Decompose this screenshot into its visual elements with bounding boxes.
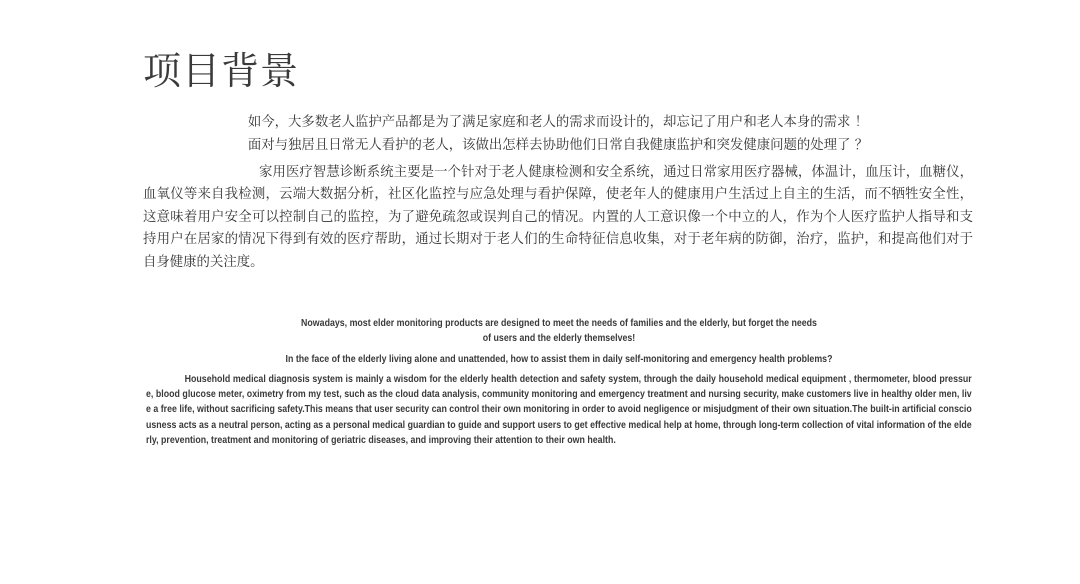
english-section <box>146 316 972 448</box>
page-title: 项目背景 <box>143 49 300 93</box>
english-lead-paragraph-2: In the face of the elderly living alone and unattended, how to assist them in daily self-monitoring and emergency health problems? <box>285 352 833 365</box>
chinese-body-paragraph: 家用医疗智慧诊断系统主要是一个针对于老人健康检测和安全系统，通过日常家用医疗器械，体温计，血压计，血糖仪，血氧仪等来自我检测，云端大数据分析，社区化监控与应急处理与看护保障，使老年人的健康用户生活过上自主的生活，而不牺牲安全性，这意味着用户安全可以控制自己的监控，为了避免疏忽或误判自己的情况。内置的人工意识像一个中立的人，作为个人医疗监护人指导和支持用户在居家的情况下得到有效的医疗帮助，通过长期对于老人们的生命特征信息收集，对于老年病的防御，治疗，监护，和提高他们对于自身健康的关注度。 <box>143 165 973 270</box>
chinese-section <box>143 114 973 274</box>
chinese-lead-paragraph-2: 面对与独居且日常无人看护的老人，该做出怎样去协助他们日常自我健康监护和突发健康问题的处理了 ？ <box>247 138 869 153</box>
chinese-lead-paragraph-1: 如今，大多数老人监护产品都是为了满足家庭和老人的需求而设计的，却忘记了用户和老人本身的需求 ！ <box>247 115 869 130</box>
english-lead-paragraph-1: Nowadays, most elder monitoring products are designed to meet the needs of families and the elderly, but forget the needs of users and the elderly themselves! <box>301 317 817 345</box>
english-body-paragraph: Household medical diagnosis system is mainly a wisdom for the elderly health detection and safety system, through the daily household medical equipment , thermometer, blood pressure, blood glucose meter, oximetry from my test, such as the cloud data analysis, community monitoring and emergency treatment and nursing security, make customers live in healthy older men, live a free life, without sacrificing safety.This means that user security can control their own monitoring in order to avoid negligence or misjudgment of their own situation.The built-in artificial consciousness acts as a neutral person, acting as a personal medical guardian to guide and support users to get effective medical help at home, through long-term collection of vital information of the elderly, prevention, treatment and monitoring of geriatric diseases, and improving their attention to their own health. <box>146 372 972 447</box>
